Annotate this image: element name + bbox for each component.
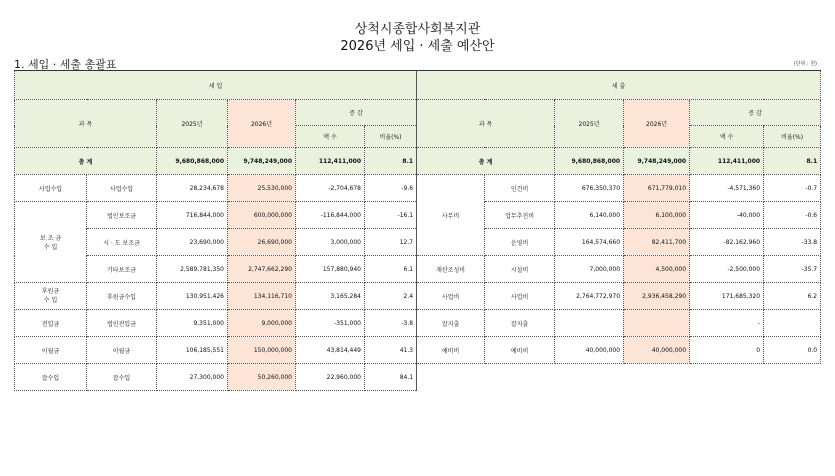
expense-2026-value: 6,100,000	[624, 202, 690, 229]
income-2025-value: 716,844,000	[157, 202, 228, 229]
income-2025-value: 9,351,000	[157, 310, 228, 337]
income-change-ratio: 6.1	[365, 256, 417, 283]
income-item: 시 · 도 보조금	[87, 229, 157, 256]
income-group: 잡수입	[15, 364, 87, 391]
income-2025-header: 2025년	[157, 100, 228, 148]
income-2026-value: 600,000,000	[228, 202, 296, 229]
expense-2026-value: 2,936,458,290	[624, 283, 690, 310]
income-change-amount: 3,000,000	[296, 229, 365, 256]
income-change-ratio: 2.4	[365, 283, 417, 310]
expense-group: 사업비	[417, 283, 485, 310]
expense-change-amount: -4,571,360	[690, 175, 764, 202]
income-2025-value: 27,300,000	[157, 364, 228, 391]
income-2026-value: 25,530,000	[228, 175, 296, 202]
table-row	[15, 283, 821, 310]
expense-group: 예비비	[417, 337, 485, 364]
income-2026-value: 2,747,662,290	[228, 256, 296, 283]
income-total-ratio: 8.1	[365, 148, 417, 175]
income-2026-value: 150,000,000	[228, 337, 296, 364]
table-row	[15, 364, 821, 391]
table-row	[15, 175, 821, 202]
expense-change-ratio: -33.8	[764, 229, 821, 256]
unit-label: (단위 : 원)	[793, 61, 817, 67]
empty-area	[417, 364, 821, 391]
expense-change-header: 증 감	[690, 100, 821, 126]
expense-ratio-header: 비율(%)	[764, 126, 821, 148]
income-change-amount: -2,704,678	[296, 175, 365, 202]
income-change-amount: -116,844,000	[296, 202, 365, 229]
income-2025-value: 28,234,678	[157, 175, 228, 202]
expense-header: 세 출	[417, 71, 821, 100]
income-amount-header: 액 수	[296, 126, 365, 148]
expense-change-amount: -	[690, 310, 764, 337]
expense-2025-value: 676,350,370	[555, 175, 624, 202]
document-subtitle: 2026년 세입 · 세출 예산안	[340, 39, 495, 54]
expense-2026-value: 40,000,000	[624, 337, 690, 364]
income-2025-value: 2,589,781,350	[157, 256, 228, 283]
expense-item: 인건비	[485, 175, 555, 202]
expense-2025-value: 2,764,772,970	[555, 283, 624, 310]
expense-change-ratio: 0.0	[764, 337, 821, 364]
income-header: 세 입	[15, 71, 417, 100]
income-2025-value: 130,951,426	[157, 283, 228, 310]
expense-2025-header: 2025년	[555, 100, 624, 148]
expense-total-2026: 9,748,249,000	[624, 148, 690, 175]
table-row	[15, 256, 821, 283]
income-2026-value: 50,260,000	[228, 364, 296, 391]
income-total-change: 112,411,000	[296, 148, 365, 175]
expense-2026-value: 671,779,010	[624, 175, 690, 202]
income-item: 기타보조금	[87, 256, 157, 283]
expense-change-amount: 171,685,320	[690, 283, 764, 310]
expense-item: 시설비	[485, 256, 555, 283]
expense-change-ratio: -0.7	[764, 175, 821, 202]
expense-change-ratio: -35.7	[764, 256, 821, 283]
income-change-amount: -351,000	[296, 310, 365, 337]
expense-amount-header: 액 수	[690, 126, 764, 148]
document-title: 상척시종합사회복지관	[354, 22, 481, 37]
income-change-ratio: 41.3	[365, 337, 417, 364]
income-2025-value: 106,185,551	[157, 337, 228, 364]
expense-2025-value: 6,140,000	[555, 202, 624, 229]
income-item: 후원금수입	[87, 283, 157, 310]
income-group: 전입금	[15, 310, 87, 337]
table-row	[15, 337, 821, 364]
table-row	[15, 310, 821, 337]
income-2026-value: 26,690,000	[228, 229, 296, 256]
expense-2026-value	[624, 310, 690, 337]
section-title: 1. 세입 · 세출 총괄표	[14, 58, 117, 71]
expense-change-ratio: -0.6	[764, 202, 821, 229]
income-ratio-header: 비율(%)	[365, 126, 417, 148]
header-row-2	[15, 100, 821, 126]
expense-item: 업무추진비	[485, 202, 555, 229]
expense-change-amount: -40,000	[690, 202, 764, 229]
income-change-amount: 3,165,284	[296, 283, 365, 310]
expense-change-ratio	[764, 310, 821, 337]
income-group: 후원금 수 입	[15, 283, 87, 310]
expense-total-2025: 9,680,868,000	[555, 148, 624, 175]
income-change-amount: 157,880,940	[296, 256, 365, 283]
expense-change-ratio: 6.2	[764, 283, 821, 310]
expense-total-change: 112,411,000	[690, 148, 764, 175]
income-category-header: 과 목	[15, 100, 157, 148]
income-change-ratio: -3.8	[365, 310, 417, 337]
expense-2026-header: 2026년	[624, 100, 690, 148]
income-item: 잡수입	[87, 364, 157, 391]
expense-2026-value: 82,411,700	[624, 229, 690, 256]
expense-group: 잡지출	[417, 310, 485, 337]
income-total-2025: 9,680,868,000	[157, 148, 228, 175]
income-change-amount: 43,814,449	[296, 337, 365, 364]
income-item: 법인보조금	[87, 202, 157, 229]
income-total-2026: 9,748,249,000	[228, 148, 296, 175]
income-item: 이월금	[87, 337, 157, 364]
header-row-1	[15, 71, 821, 100]
income-change-ratio: -16.1	[365, 202, 417, 229]
income-group: 보 조 금 수 입	[15, 202, 87, 283]
income-2025-value: 23,690,000	[157, 229, 228, 256]
income-group: 사업수입	[15, 175, 87, 202]
expense-change-amount: -2,500,000	[690, 256, 764, 283]
expense-2025-value: 40,000,000	[555, 337, 624, 364]
income-2026-header: 2026년	[228, 100, 296, 148]
total-row	[15, 148, 821, 175]
income-change-ratio: 12.7	[365, 229, 417, 256]
expense-item: 사업비	[485, 283, 555, 310]
income-item: 사업수입	[87, 175, 157, 202]
income-total-label: 총 계	[15, 148, 157, 175]
expense-category-header: 과 목	[417, 100, 555, 148]
expense-total-ratio: 8.1	[764, 148, 821, 175]
income-2026-value: 134,116,710	[228, 283, 296, 310]
income-item: 법인전입금	[87, 310, 157, 337]
expense-2026-value: 4,500,000	[624, 256, 690, 283]
expense-2025-value	[555, 310, 624, 337]
income-change-amount: 22,960,000	[296, 364, 365, 391]
expense-2025-value: 164,574,660	[555, 229, 624, 256]
expense-change-amount: 0	[690, 337, 764, 364]
income-change-ratio: -9.6	[365, 175, 417, 202]
income-2026-value: 9,000,000	[228, 310, 296, 337]
expense-item: 예비비	[485, 337, 555, 364]
income-change-header: 증 감	[296, 100, 417, 126]
expense-item: 운영비	[485, 229, 555, 256]
expense-group: 사무비	[417, 175, 485, 256]
income-group: 이월금	[15, 337, 87, 364]
expense-item: 잡지출	[485, 310, 555, 337]
expense-2025-value: 7,000,000	[555, 256, 624, 283]
expense-change-amount: -82,162,960	[690, 229, 764, 256]
income-change-ratio: 84.1	[365, 364, 417, 391]
expense-total-label: 총 계	[417, 148, 555, 175]
budget-summary-table	[14, 70, 821, 391]
expense-group: 재산조성비	[417, 256, 485, 283]
